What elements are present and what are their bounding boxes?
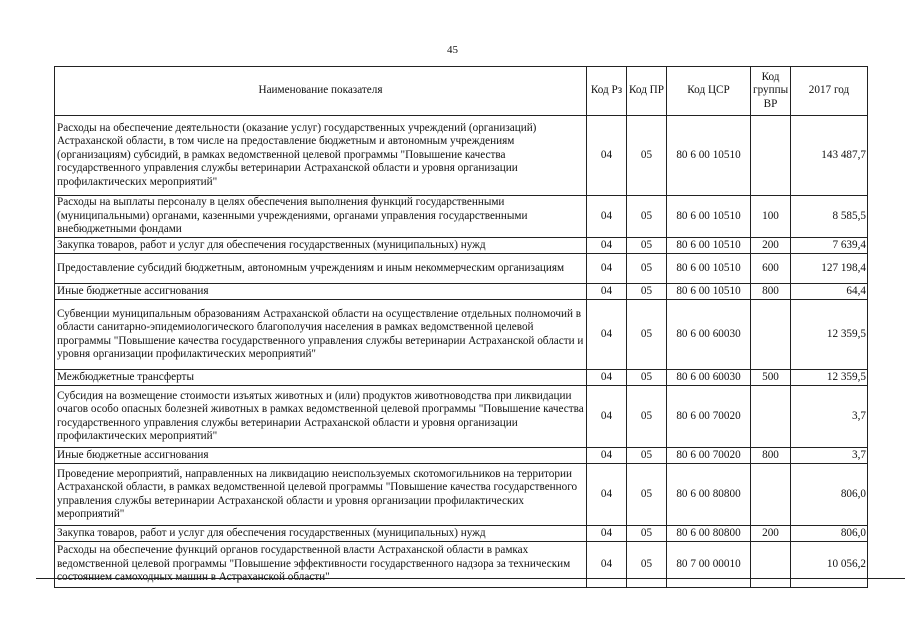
row-rz: 04 [587, 526, 627, 542]
row-csr: 80 6 00 70020 [667, 448, 751, 464]
row-pr: 05 [627, 196, 667, 238]
row-amount: 806,0 [791, 464, 868, 526]
row-amount: 127 198,4 [791, 254, 868, 284]
header-name: Наименование показателя [55, 67, 587, 116]
table-row [55, 196, 868, 238]
row-csr: 80 6 00 10510 [667, 238, 751, 254]
row-csr: 80 6 00 80800 [667, 526, 751, 542]
header-row [55, 67, 868, 116]
row-csr: 80 6 00 10510 [667, 196, 751, 238]
row-csr: 80 6 00 80800 [667, 464, 751, 526]
row-rz: 04 [587, 196, 627, 238]
row-pr: 05 [627, 542, 667, 588]
row-rz: 04 [587, 448, 627, 464]
row-pr: 05 [627, 370, 667, 386]
row-pr: 05 [627, 116, 667, 196]
row-rz: 04 [587, 284, 627, 300]
row-amount: 7 639,4 [791, 238, 868, 254]
page-cut-line [36, 578, 905, 579]
row-name: Субвенции муниципальным образованиям Астраханской области на осуществление отдельных полномочий в области санитарно-эпидемиологического благополучия населения в рамках ведомственной целевой программы "Повышение качества государственного управления службы ветеринарии Астраханской области и уровня организации профилактических мероприятий" [55, 300, 587, 370]
row-pr: 05 [627, 300, 667, 370]
row-name: Закупка товаров, работ и услуг для обеспечения государственных (муниципальных) нужд [55, 526, 587, 542]
row-vr: 200 [751, 238, 791, 254]
row-vr [751, 300, 791, 370]
row-amount: 143 487,7 [791, 116, 868, 196]
row-csr: 80 7 00 00010 [667, 542, 751, 588]
row-rz: 04 [587, 238, 627, 254]
row-rz: 04 [587, 370, 627, 386]
row-vr: 800 [751, 284, 791, 300]
row-rz: 04 [587, 542, 627, 588]
row-vr: 800 [751, 448, 791, 464]
row-name: Иные бюджетные ассигнования [55, 448, 587, 464]
row-vr [751, 542, 791, 588]
row-csr: 80 6 00 70020 [667, 386, 751, 448]
table-row [55, 386, 868, 448]
row-amount: 8 585,5 [791, 196, 868, 238]
table-row [55, 116, 868, 196]
header-year: 2017 год [791, 67, 868, 116]
row-rz: 04 [587, 300, 627, 370]
row-amount: 12 359,5 [791, 300, 868, 370]
table-row [55, 300, 868, 370]
row-vr: 500 [751, 370, 791, 386]
row-amount: 3,7 [791, 448, 868, 464]
row-pr: 05 [627, 526, 667, 542]
table-row [55, 284, 868, 300]
row-rz: 04 [587, 386, 627, 448]
row-name: Проведение мероприятий, направленных на ликвидацию неиспользуемых скотомогильников на территории Астраханской области, в рамках ведомственной целевой программы "Повышение качества государственного управления службы ветеринарии Астраханской области и уровня организации профилактических мероприятий" [55, 464, 587, 526]
row-vr [751, 386, 791, 448]
row-rz: 04 [587, 254, 627, 284]
table-row [55, 254, 868, 284]
row-vr: 600 [751, 254, 791, 284]
row-csr: 80 6 00 10510 [667, 284, 751, 300]
header-pr: Код ПР [627, 67, 667, 116]
row-vr: 100 [751, 196, 791, 238]
header-csr: Код ЦСР [667, 67, 751, 116]
table-row [55, 238, 868, 254]
row-name: Расходы на выплаты персоналу в целях обеспечения выполнения функций государственными (муниципальными) органами, казенными учреждениями, органами управления государственными внебюджетными фондами [55, 196, 587, 238]
row-pr: 05 [627, 284, 667, 300]
row-csr: 80 6 00 10510 [667, 254, 751, 284]
row-rz: 04 [587, 464, 627, 526]
row-csr: 80 6 00 10510 [667, 116, 751, 196]
header-rz: Код Рз [587, 67, 627, 116]
row-name: Закупка товаров, работ и услуг для обеспечения государственных (муниципальных) нужд [55, 238, 587, 254]
row-amount: 3,7 [791, 386, 868, 448]
row-vr: 200 [751, 526, 791, 542]
budget-table [54, 66, 868, 588]
row-name: Расходы на обеспечение деятельности (оказание услуг) государственных учреждений (организаций) Астраханской области, в том числе на предоставление бюджетным и автономным учреждениям (организациям) субсидий, в рамках ведомственной целевой программы "Повышение качества государственного управления службы ветеринарии Астраханской области и уровня организации профилактических мероприятий" [55, 116, 587, 196]
row-csr: 80 6 00 60030 [667, 370, 751, 386]
row-name: Предоставление субсидий бюджетным, автономным учреждениям и иным некоммерческим организациям [55, 254, 587, 284]
row-vr [751, 116, 791, 196]
table-row [55, 370, 868, 386]
row-pr: 05 [627, 386, 667, 448]
row-rz: 04 [587, 116, 627, 196]
row-amount: 12 359,5 [791, 370, 868, 386]
table-row [55, 464, 868, 526]
row-pr: 05 [627, 448, 667, 464]
row-pr: 05 [627, 238, 667, 254]
row-amount: 806,0 [791, 526, 868, 542]
row-csr: 80 6 00 60030 [667, 300, 751, 370]
row-name: Расходы на обеспечение функций органов государственной власти Астраханской области в рамках ведомственной целевой программы "Повышение эффективности государственного надзора за техническим состоянием самоходных машин в Астраханской области" [55, 542, 587, 588]
row-name: Субсидия на возмещение стоимости изъятых животных и (или) продуктов животноводства при ликвидации очагов особо опасных болезней животных в рамках ведомственной целевой программы "Повышение качества государственного управления службы ветеринарии Астраханской области и уровня организации профилактических мероприятий" [55, 386, 587, 448]
table-row [55, 526, 868, 542]
row-amount: 64,4 [791, 284, 868, 300]
row-name: Иные бюджетные ассигнования [55, 284, 587, 300]
row-amount: 10 056,2 [791, 542, 868, 588]
header-vr: Код группы ВР [751, 67, 791, 116]
row-pr: 05 [627, 464, 667, 526]
row-vr [751, 464, 791, 526]
table-row [55, 542, 868, 588]
page-number: 45 [447, 44, 458, 56]
row-name: Межбюджетные трансферты [55, 370, 587, 386]
row-pr: 05 [627, 254, 667, 284]
table-row [55, 448, 868, 464]
